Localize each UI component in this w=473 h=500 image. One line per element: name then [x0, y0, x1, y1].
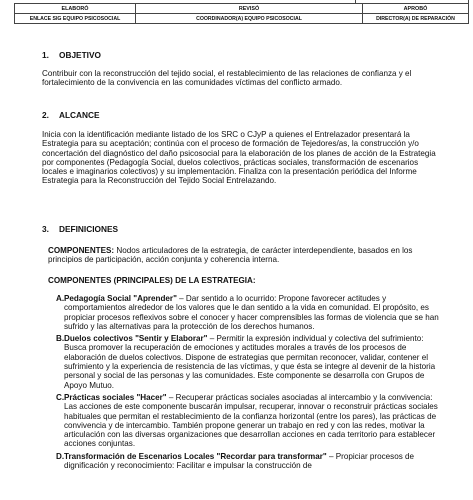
reviso-header: REVISÓ [136, 4, 363, 14]
list-item [48, 452, 440, 471]
item-text: – Recuperar prácticas sociales asociadas al intercambio y la convivencia: Las acciones de este componente buscarán impulsar, recuperar, innovar o reconstruir prácticas sociales habituales que permitan el restablecimiento de la confianza horizontal (entre los pares), las prácticas de convivencia y de intercambio. También propone generar un trabajo en red y con las redes, motivar la articulación con las diversas organizaciones que desarrollan acciones en cada territorio para establecer acciones conjuntas. [64, 392, 438, 449]
reviso-value: COORDINADOR(A) EQUIPO PSICOSOCIAL [136, 14, 363, 24]
section-number: 1. [42, 50, 49, 60]
aprobo-header: APROBÓ [363, 4, 469, 14]
elaboro-header: ELABORÓ [15, 4, 136, 14]
list-marker: D. [56, 451, 65, 461]
item-title: Duelos colectivos "Sentir y Elaborar" [64, 334, 208, 344]
section-number: 2. [42, 110, 49, 120]
list-marker: C. [56, 392, 65, 402]
section-heading-alcance [42, 111, 100, 120]
section-title: DEFINICIONES [59, 224, 119, 234]
list-item [48, 393, 440, 449]
list-marker: B. [56, 334, 65, 344]
objetivo-paragraph: Contribuir con la reconstrucción del tejido social, el restablecimiento de las relaciones de confianza y el fortalecimiento de la convivencia en las comunidades víctimas del conflicto armado. [42, 69, 412, 88]
section-number: 3. [42, 224, 49, 234]
aprobo-value: DIRECTOR(A) DE REPARACIÓN [363, 14, 469, 24]
componentes-principales-heading: COMPONENTES (PRINCIPALES) DE LA ESTRATEGIA: [48, 276, 256, 285]
section-title: ALCANCE [59, 110, 100, 120]
componentes-definition [48, 246, 440, 265]
section-title: OBJETIVO [59, 50, 101, 60]
item-text: – Dar sentido a lo ocurrido: Propone favorecer actitudes y comportamientos alrededor de los valores que le dan sentido a la vida en comunidad. El propósito, es propiciar procesos reflexivos sobre el conocer y hacer comprensibles las formas de violencia que se han sufrido y las alternativas para la protección de los derechos humanos. [64, 294, 439, 331]
componentes-text: Nodos articuladores de la estrategia, de carácter interdependiente, basados en los principios de participación, acción conjunta y coherencia interna. [48, 246, 413, 265]
item-title: Prácticas sociales "Hacer" [64, 392, 167, 402]
componentes-label: COMPONENTES: [48, 246, 115, 255]
section-heading-definiciones [42, 225, 118, 234]
item-text: – Propiciar procesos de dignificación y reconocimiento: Facilitar e impulsar la construcción de [64, 451, 415, 471]
componentes-list [48, 294, 440, 473]
list-marker: A. [56, 294, 65, 303]
approval-header-row [15, 4, 469, 14]
item-text: – Permitir la expresión individual y colectiva del sufrimiento: Busca promover la recuperación de emociones y actitudes morales a través de los procesos de elaboración de duelos colectivos. Dispone de estrategias que permitan reconocer, validar, contener el sufrimiento y la experiencia de resistencia de las víctimas, y que ésta se integre al devenir de la historia personal y social de las personas y las comunidades. Este componente se desarrolla con Grupos de Apoyo Mutuo. [64, 334, 436, 390]
elaboro-value: ENLACE SIG EQUIPO PSICOSOCIAL [15, 14, 136, 24]
section-heading-objetivo [42, 51, 101, 60]
item-title: Transformación de Escenarios Locales "Recordar para transformar" [64, 451, 327, 461]
approval-value-row [15, 14, 469, 24]
alcance-paragraph: Inicia con la identificación mediante listado de los SRC o CJyP a quienes el Entrelazador presentará la Estrategia para su aceptación; continúa con el proceso de formación de Tejedores/as, la construcción y/o concertación del diagnóstico del daño psicosocial para la elaboración de los planes de acción de la Estrategia por componentes (Pedagogía Social, duelos colectivos, prácticas sociales, transformación de escenarios locales e imaginarios colectivos) y su implementación. Finaliza con la presentación periódica del Informe Estrategia para la Reconstrucción del Tejido Social Entrelazando. [42, 130, 436, 186]
list-item [48, 294, 440, 331]
approval-table [14, 3, 469, 24]
item-title: Pedagogía Social "Aprender" [64, 294, 177, 303]
list-item [48, 334, 440, 390]
